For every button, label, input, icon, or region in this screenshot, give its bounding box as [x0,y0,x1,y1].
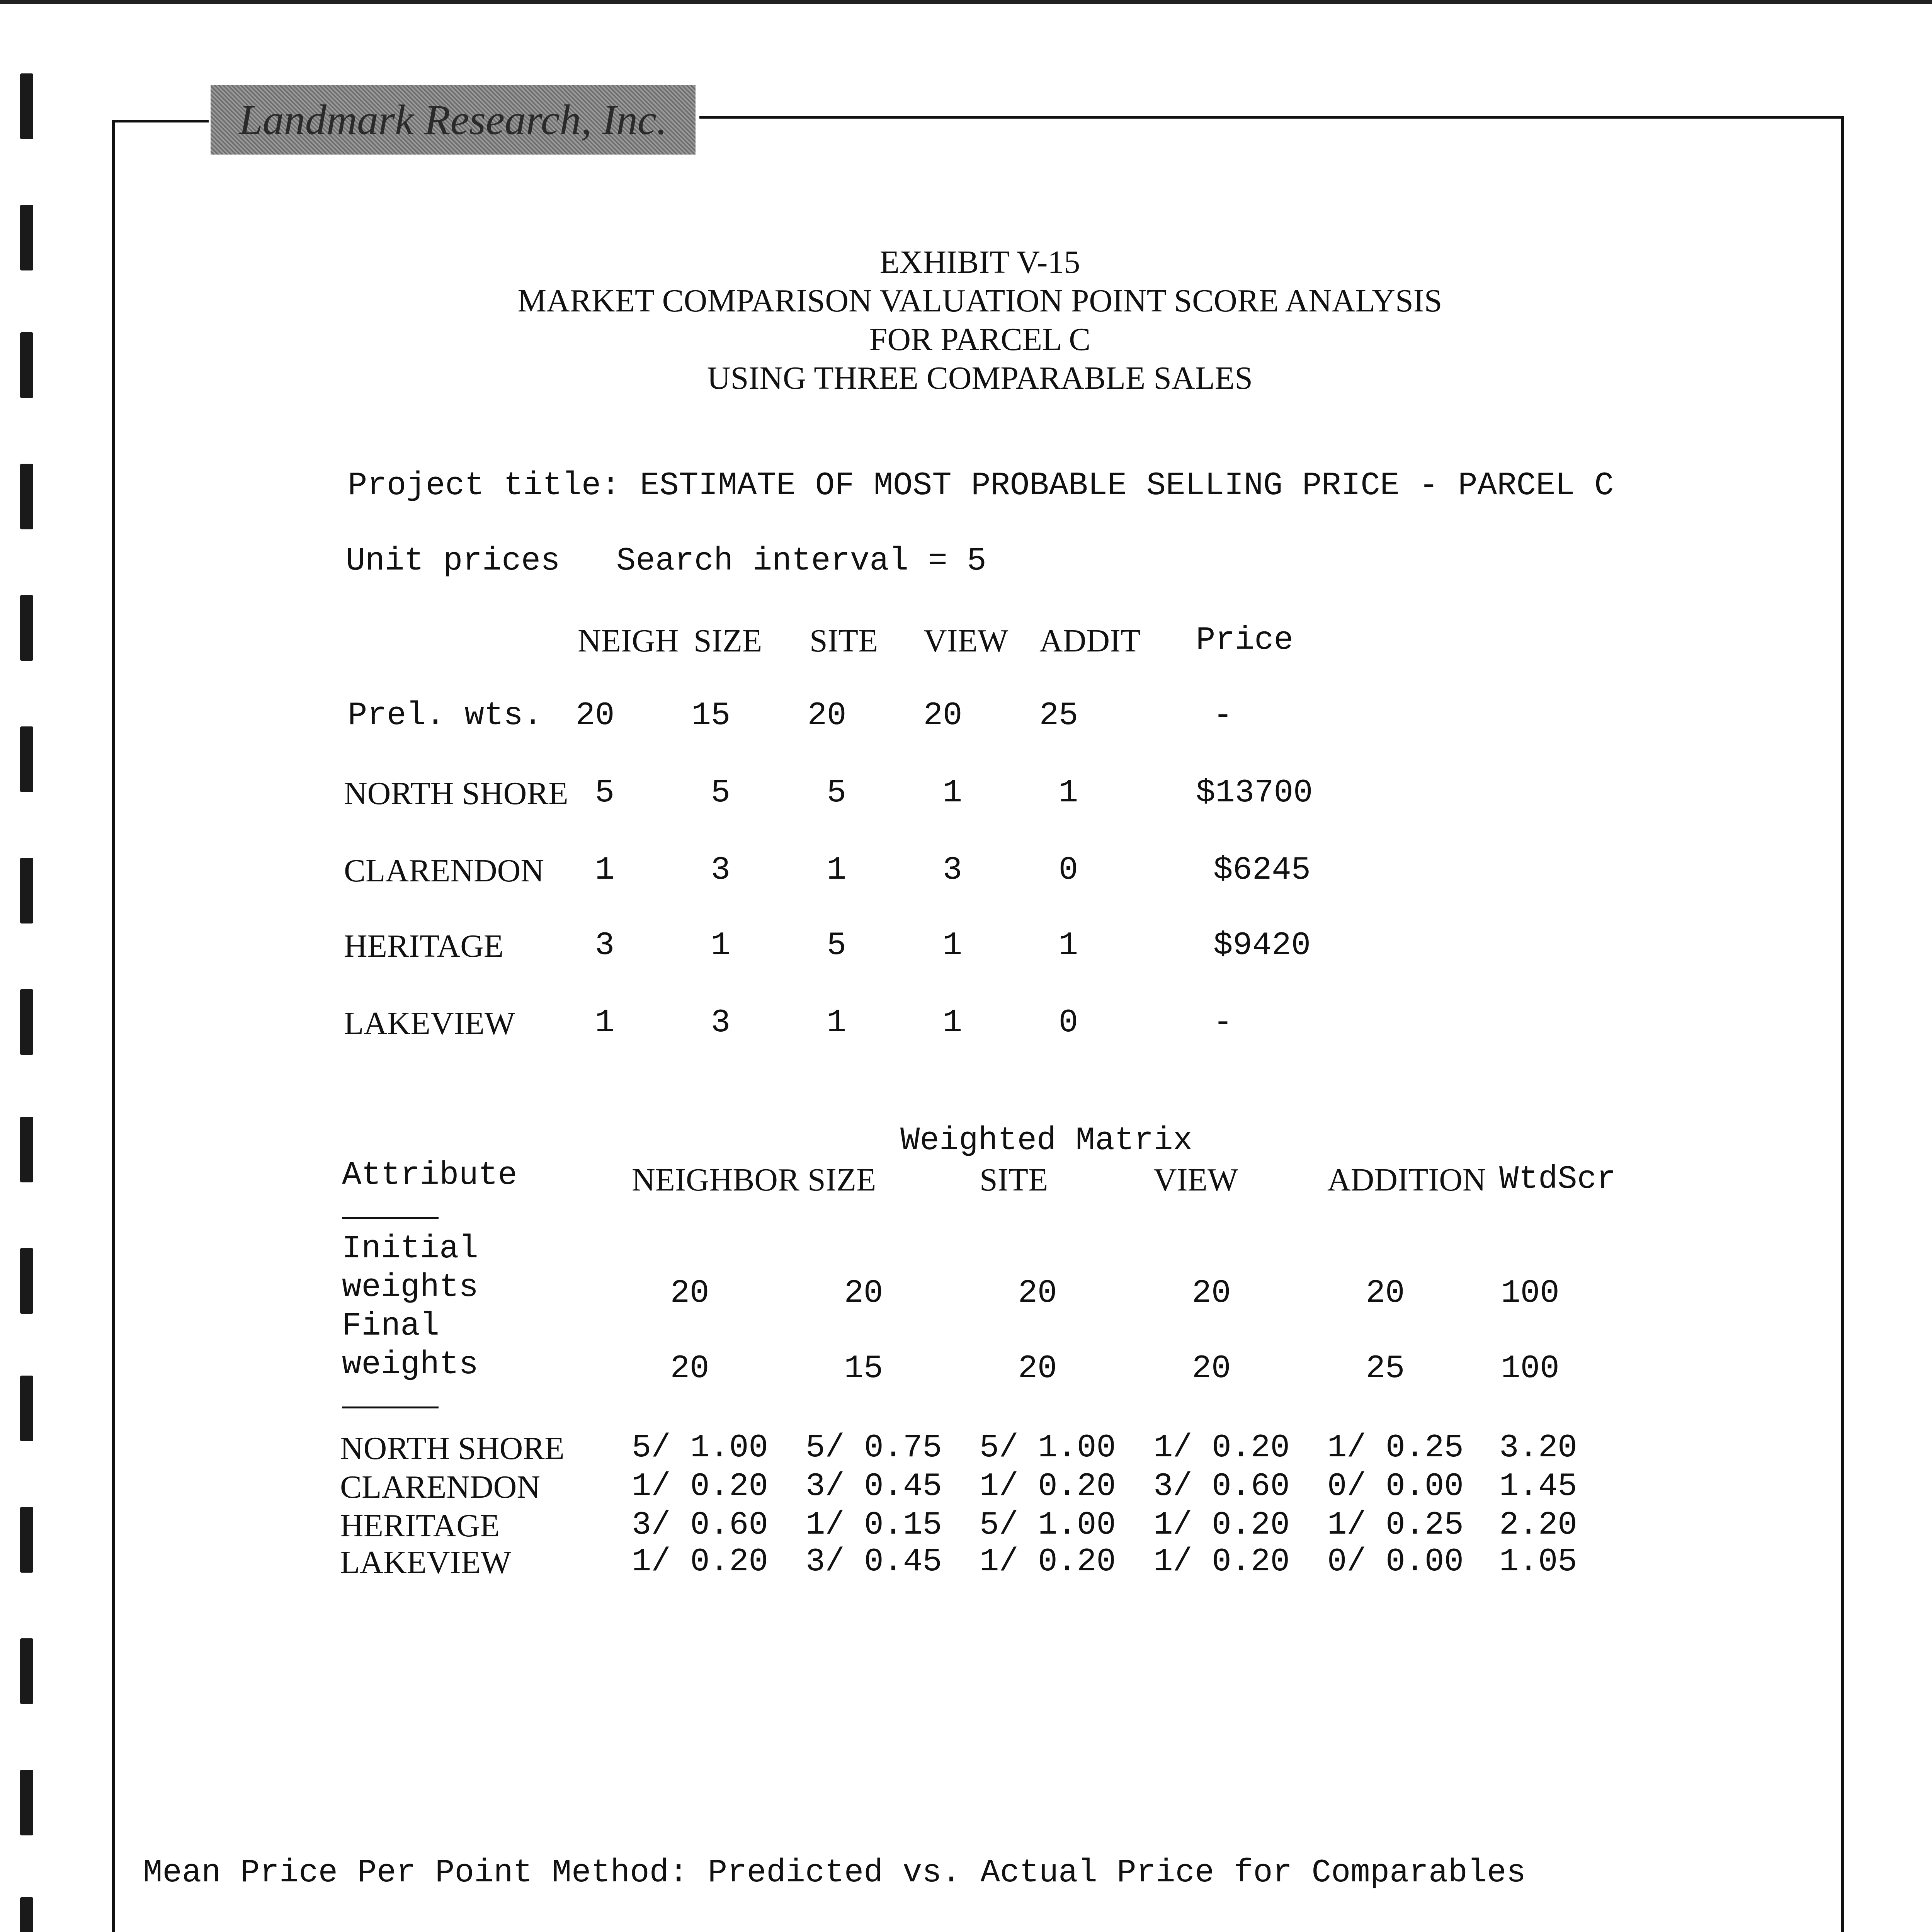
table-cell: 5/ 1.00 [980,1507,1116,1544]
table-cell: 5/ 1.00 [980,1430,1116,1466]
binder-hole [20,1117,33,1182]
binder-hole [20,595,33,661]
table-cell: 5 [827,927,847,964]
divider [342,1217,439,1219]
table-cell: 1 [595,852,615,889]
table-cell: 3 [942,852,963,889]
table-cell: 1/ 0.25 [1327,1430,1464,1466]
col-header: VIEW [1153,1162,1238,1198]
col-header: ADDITION [1327,1162,1486,1198]
table-cell: 1 [595,1005,615,1041]
divider [342,1406,439,1408]
initial-weights-label: Initial [342,1231,478,1267]
row-label: LAKEVIEW [344,1005,515,1041]
col-header: SIZE [694,623,762,659]
table-cell: 5 [595,775,615,811]
price-cell: - [1213,1005,1233,1041]
col-header: Price [1196,622,1294,659]
col-header: VIEW [923,623,1009,659]
col-header: NEIGH [578,623,679,659]
table-cell: 20 [1018,1275,1057,1312]
table-cell: 20 [844,1275,883,1312]
table-cell: 20 [1192,1275,1231,1312]
row-label: HERITAGE [340,1508,500,1544]
final-weights-label: weights [342,1347,478,1383]
exhibit-subtitle-2: USING THREE COMPARABLE SALES [707,360,1253,396]
table-cell: 100 [1501,1350,1560,1387]
unit-prices-label: Unit prices [346,543,560,580]
col-header: NEIGHBOR [632,1162,799,1198]
table-cell: 0/ 0.00 [1327,1468,1464,1505]
table-cell: 1/ 0.20 [1153,1544,1290,1580]
project-title: Project title: ESTIMATE OF MOST PROBABLE SELLING PRICE - PARCEL C [348,468,1614,504]
price-cell: $6245 [1213,852,1311,889]
binder-hole [20,1638,33,1704]
table-cell: 3 [711,852,731,889]
binder-hole [20,989,33,1055]
table-cell: 1/ 0.20 [632,1468,768,1505]
row-label: HERITAGE [344,928,504,964]
table-cell: 25 [1039,697,1078,734]
table-cell: 1/ 0.20 [1153,1430,1290,1466]
table-cell: 20 [807,697,847,734]
exhibit-title: MARKET COMPARISON VALUATION POINT SCORE ANALYSIS [517,283,1442,319]
table-cell: 1/ 0.20 [1153,1507,1290,1544]
table-cell: 20 [923,697,963,734]
table-cell: 2.20 [1499,1507,1577,1544]
table-cell: 1 [711,927,731,964]
frame-border [112,120,209,122]
table-cell: 3/ 0.60 [1153,1468,1290,1505]
table-cell: 5/ 0.75 [806,1430,942,1466]
table-cell: 5/ 1.00 [632,1430,768,1466]
company-logo [211,85,696,155]
matrix-title: Weighted Matrix [900,1122,1193,1159]
final-weights-label: Final [342,1308,440,1345]
table-cell: 20 [1018,1350,1057,1387]
table-cell: 1 [1058,927,1078,964]
row-label: LAKEVIEW [340,1544,512,1580]
exhibit-subtitle: FOR PARCEL C [869,321,1091,357]
table-cell: 25 [1366,1350,1405,1387]
table-cell: 0 [1058,1005,1078,1041]
table-cell: 1 [1058,775,1078,811]
table-cell: 15 [844,1350,883,1387]
table-cell: 5 [827,775,847,811]
table-cell: 1/ 0.15 [806,1507,942,1544]
search-interval: Search interval = 5 [616,543,986,580]
col-header: ADDIT [1039,623,1141,659]
table-cell: 3 [711,1005,731,1041]
table-cell: 15 [691,697,731,734]
table-cell: 1/ 0.25 [1327,1507,1464,1544]
table-cell: 20 [670,1275,709,1312]
table-cell: 1/ 0.20 [632,1544,768,1580]
table-cell: 1 [942,775,963,811]
table-cell: 20 [575,697,615,734]
table-cell: 3/ 0.45 [806,1468,942,1505]
binder-hole [20,1897,33,1932]
table-cell: 3/ 0.45 [806,1544,942,1580]
table-cell: 3/ 0.60 [632,1507,768,1544]
table-cell: 1 [942,1005,963,1041]
exhibit-number: EXHIBIT V-15 [879,244,1080,280]
table-cell: 1.45 [1499,1468,1577,1505]
binder-hole [20,858,33,923]
price-cell: - [1213,697,1233,734]
table-cell: 1/ 0.20 [980,1468,1116,1505]
attribute-label: Attribute [342,1157,517,1194]
table-cell: 1 [942,927,963,964]
col-header: WtdScr [1499,1161,1616,1198]
table-cell: 20 [670,1350,709,1387]
initial-weights-label: weights [342,1269,478,1306]
col-header: SIZE [808,1162,876,1198]
binder-hole [20,1248,33,1314]
row-label: CLARENDON [340,1469,540,1505]
table-cell: 1/ 0.20 [980,1544,1116,1580]
table-cell: 20 [1366,1275,1405,1312]
binder-hole [20,73,33,139]
row-label: NORTH SHORE [344,776,568,811]
price-cell: $9420 [1213,927,1311,964]
table-cell: 1 [827,1005,847,1041]
row-label: Prel. wts. [348,697,543,734]
table-cell: 3.20 [1499,1430,1577,1466]
table-cell: 1.05 [1499,1544,1577,1580]
col-header: SITE [810,623,878,659]
table-cell: 0 [1058,852,1078,889]
logo-text: Landmark Research, Inc. [239,96,667,143]
page-top-edge [0,0,1932,4]
binder-hole [20,464,33,529]
table-cell: 3 [595,927,615,964]
price-cell: $13700 [1196,775,1313,811]
table-cell: 20 [1192,1350,1231,1387]
binder-hole [20,1770,33,1835]
frame-border [699,116,1844,119]
binder-hole [20,1507,33,1573]
binder-hole [20,726,33,792]
table-cell: 5 [711,775,731,811]
table-cell: 100 [1501,1275,1560,1312]
row-label: NORTH SHORE [340,1430,565,1466]
row-label: CLARENDON [344,853,544,889]
col-header: SITE [980,1162,1048,1198]
section-title: Mean Price Per Point Method: Predicted vs. Actual Price for Comparables [143,1855,1526,1891]
table-cell: 0/ 0.00 [1327,1544,1464,1580]
binder-hole [20,1376,33,1441]
table-cell: 1 [827,852,847,889]
